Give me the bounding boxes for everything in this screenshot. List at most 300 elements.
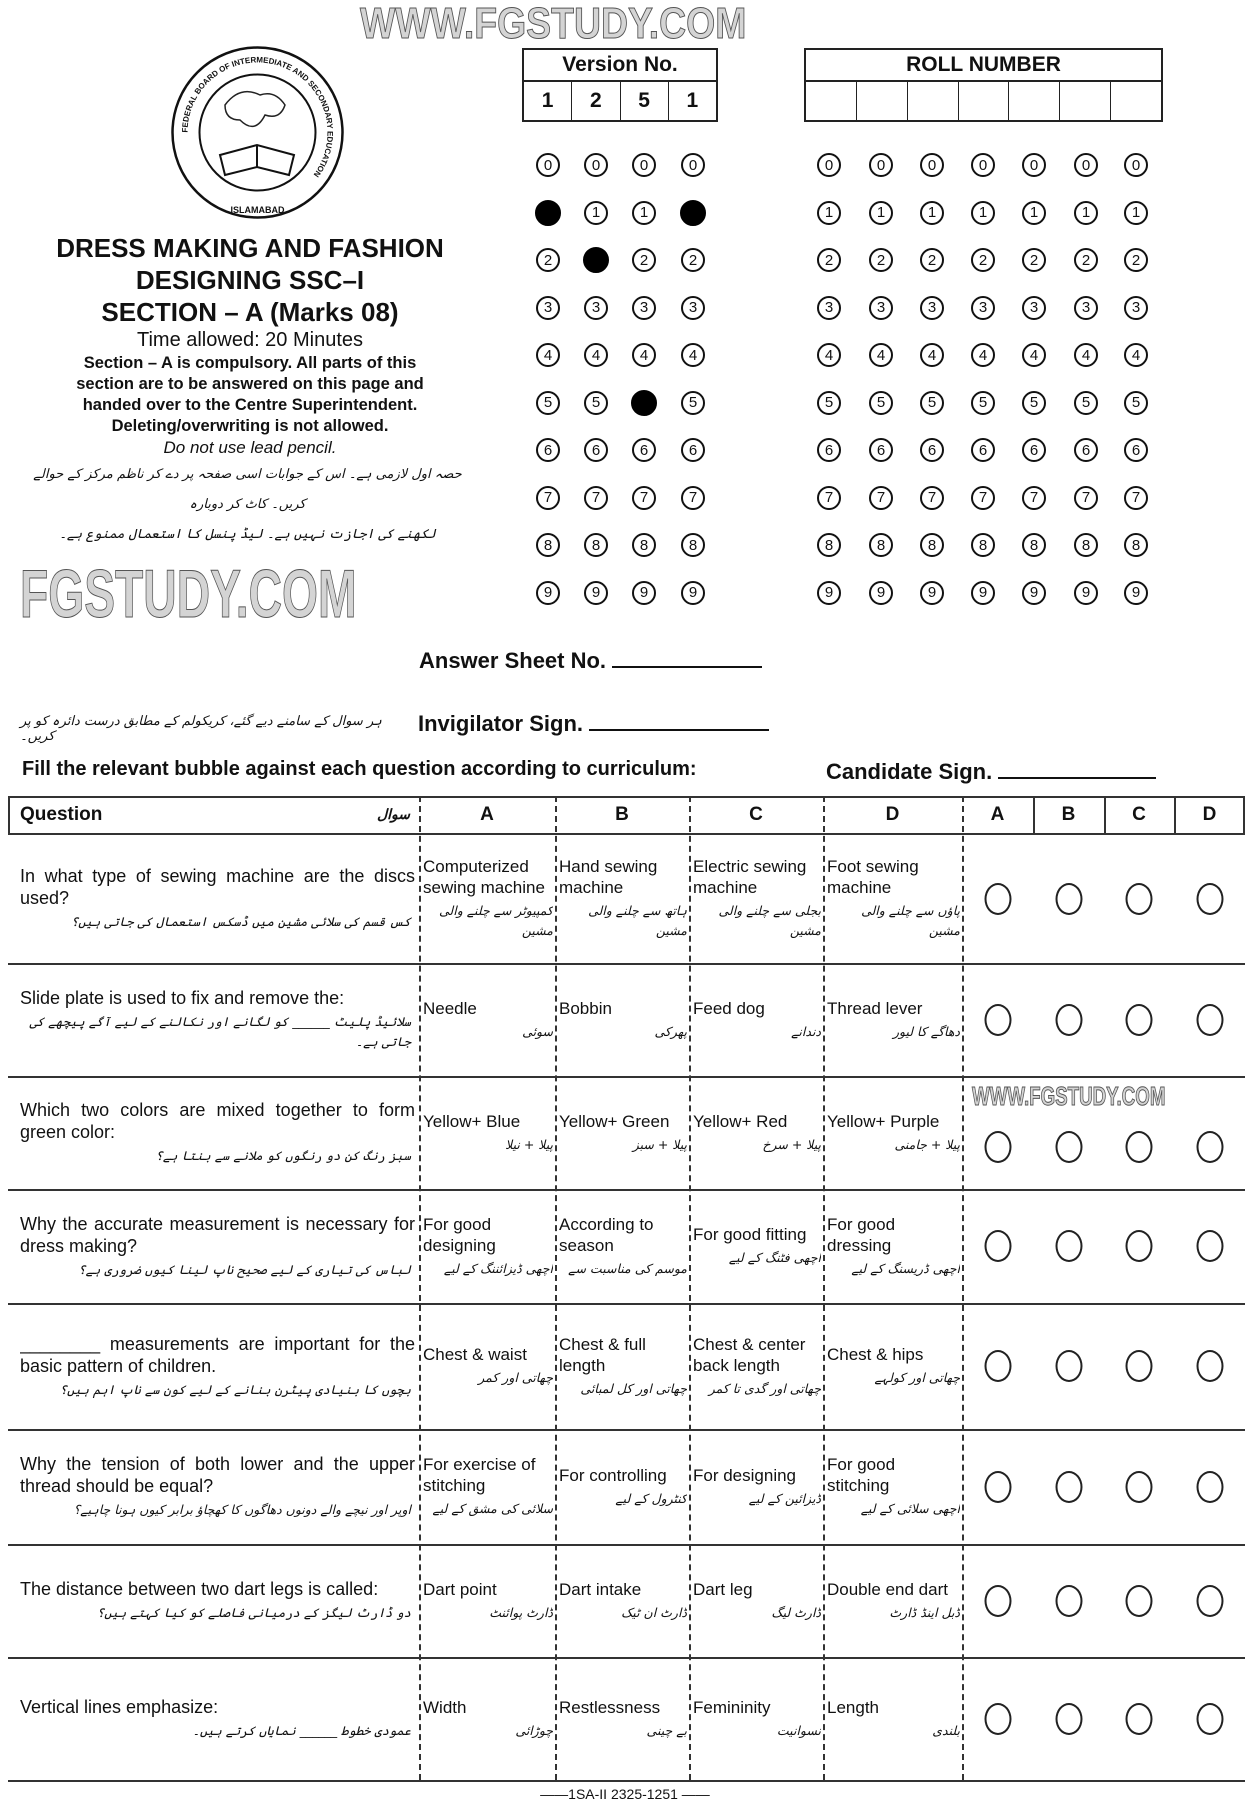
logo-ring-text: FEDERAL BOARD OF INTERMEDIATE AND SECONDARY EDUCATION bbox=[180, 55, 335, 179]
question-en: Slide plate is used to fix and remove the: bbox=[20, 988, 345, 1008]
roll-bubble[interactable]: 3 bbox=[971, 296, 995, 320]
version-bubble[interactable]: 2 bbox=[681, 248, 705, 272]
option-a bbox=[423, 1660, 553, 1777]
option-b bbox=[559, 1079, 687, 1186]
roll-bubble[interactable]: 6 bbox=[817, 438, 841, 462]
option-b bbox=[559, 1192, 687, 1300]
option-a bbox=[423, 966, 553, 1073]
title-line: DESIGNING SSC–I bbox=[135, 265, 365, 295]
question-ur: سلائیڈ پلیٹ ______ کو لگانے اور نکالنے کے لیے آگے پیچھے کی جاتی ہے۔ bbox=[29, 1014, 411, 1049]
version-bubble[interactable]: 2 bbox=[632, 248, 656, 272]
version-bubble[interactable]: 0 bbox=[681, 153, 705, 177]
version-bubble[interactable]: 9 bbox=[632, 581, 656, 605]
roll-bubble[interactable]: 1 bbox=[920, 201, 944, 225]
answer-bubble-d[interactable] bbox=[1196, 883, 1223, 915]
option-en: For exercise of stitching bbox=[423, 1455, 536, 1495]
option-en: For controlling bbox=[559, 1465, 667, 1485]
option-en: Feed dog bbox=[693, 998, 765, 1018]
option-en: Double end dart bbox=[827, 1579, 948, 1599]
question-ur: دو ڈارٹ لیگز کے درمیانی فاصلے کو کیا کہتے ہیں؟ bbox=[96, 1605, 411, 1620]
option-c bbox=[693, 1432, 821, 1541]
option-en: Thread lever bbox=[827, 998, 923, 1018]
option-d bbox=[827, 1660, 960, 1777]
roll-bubble[interactable]: 1 bbox=[1124, 201, 1148, 225]
roll-bubble[interactable]: 9 bbox=[920, 581, 944, 605]
roll-bubble[interactable]: 9 bbox=[817, 581, 841, 605]
option-ur: بلندی bbox=[932, 1722, 960, 1738]
roll-bubble[interactable]: 0 bbox=[1022, 153, 1046, 177]
answer-bubble-b[interactable] bbox=[1055, 1703, 1082, 1735]
invigilator-sign bbox=[418, 711, 769, 737]
pencil-note: Do not use lead pencil. bbox=[163, 438, 337, 457]
roll-bubble[interactable]: 5 bbox=[1022, 391, 1046, 415]
header-option-c: C bbox=[749, 804, 763, 825]
roll-bubble[interactable]: 4 bbox=[920, 343, 944, 367]
option-en: Yellow+ Purple bbox=[827, 1111, 940, 1131]
option-en: Dart leg bbox=[693, 1579, 753, 1599]
roll-bubble[interactable]: 7 bbox=[1074, 486, 1098, 510]
roll-bubble[interactable]: 8 bbox=[869, 533, 893, 557]
option-ur: بجلی سے چلنے والی مشین bbox=[718, 903, 821, 938]
roll-bubble[interactable]: 2 bbox=[817, 248, 841, 272]
roll-bubble[interactable]: 2 bbox=[920, 248, 944, 272]
version-bubble-filled[interactable] bbox=[631, 390, 657, 416]
answer-bubble-d[interactable] bbox=[1196, 1471, 1223, 1503]
roll-bubble[interactable]: 8 bbox=[1124, 533, 1148, 557]
option-ur: کنٹرول کے لیے bbox=[615, 1490, 687, 1506]
option-en: Dart intake bbox=[559, 1579, 642, 1599]
roll-digit-cell[interactable] bbox=[857, 82, 908, 120]
option-en: For good fitting bbox=[693, 1225, 807, 1244]
question-ur: بچوں کا بنیادی پیٹرن بنانے کے لیے کون سے ناپ اہم ہیں؟ bbox=[59, 1381, 411, 1397]
option-d bbox=[827, 966, 960, 1073]
answer-bubble-b[interactable] bbox=[1055, 1585, 1082, 1617]
option-c bbox=[693, 1660, 821, 1777]
urdu-instructions bbox=[20, 460, 475, 550]
version-bubble[interactable]: 4 bbox=[681, 343, 705, 367]
fbise-logo bbox=[170, 45, 345, 220]
option-en: According to season bbox=[559, 1214, 654, 1255]
answer-bubble-c[interactable] bbox=[1126, 1350, 1153, 1382]
answer-bubble-a[interactable] bbox=[984, 883, 1011, 915]
option-b bbox=[559, 837, 687, 960]
roll-bubble[interactable]: 3 bbox=[1074, 296, 1098, 320]
version-bubble[interactable]: 7 bbox=[681, 486, 705, 510]
section-title: SECTION – A (Marks 08) bbox=[101, 297, 399, 327]
option-c bbox=[693, 1079, 821, 1186]
column-divider bbox=[419, 796, 421, 1780]
version-bubble[interactable]: 6 bbox=[536, 438, 560, 462]
column-divider bbox=[962, 796, 964, 1780]
roll-bubble[interactable]: 7 bbox=[869, 486, 893, 510]
roll-bubble[interactable]: 9 bbox=[971, 581, 995, 605]
header-option-d: D bbox=[885, 804, 900, 825]
header-option-a: A bbox=[480, 804, 494, 825]
option-c bbox=[693, 837, 821, 960]
roll-bubble[interactable]: 4 bbox=[1074, 343, 1098, 367]
roll-bubble[interactable]: 6 bbox=[1074, 438, 1098, 462]
version-bubble[interactable]: 4 bbox=[632, 343, 656, 367]
question-en: ________ measurements are important for the basic pattern of children. bbox=[20, 1333, 415, 1376]
answer-bubble-a[interactable] bbox=[984, 1703, 1011, 1735]
header-option-b: B bbox=[615, 804, 629, 825]
option-ur: ہاتھ سے چلنے والی مشین bbox=[588, 903, 687, 938]
option-ur: چوڑائی bbox=[515, 1722, 553, 1738]
roll-bubble[interactable]: 1 bbox=[1022, 201, 1046, 225]
version-bubble[interactable]: 0 bbox=[584, 153, 608, 177]
option-en: Dart point bbox=[423, 1579, 497, 1599]
version-bubble[interactable]: 6 bbox=[584, 438, 608, 462]
roll-bubble[interactable]: 4 bbox=[971, 343, 995, 367]
answer-bubble-a[interactable] bbox=[984, 1230, 1011, 1262]
answer-bubble-b[interactable] bbox=[1055, 883, 1082, 915]
option-b bbox=[559, 1306, 687, 1426]
roll-bubble[interactable]: 9 bbox=[1074, 581, 1098, 605]
option-c bbox=[693, 1306, 821, 1426]
version-bubble[interactable]: 7 bbox=[632, 486, 656, 510]
roll-bubble[interactable]: 5 bbox=[869, 391, 893, 415]
roll-bubble[interactable]: 3 bbox=[869, 296, 893, 320]
roll-bubble[interactable]: 1 bbox=[817, 201, 841, 225]
question-ur: اوپر اور نیچے والے دونوں دھاگوں کا کھچاؤ برابر کیوں ہونا چاہیے؟ bbox=[73, 1502, 411, 1517]
candidate-sign bbox=[826, 759, 1156, 785]
option-ur: چھاتی اور کل لمبائی bbox=[580, 1380, 687, 1396]
answer-bubble-b[interactable] bbox=[1055, 1471, 1082, 1503]
answer-bubble-d[interactable] bbox=[1196, 1703, 1223, 1735]
option-b bbox=[559, 1660, 687, 1777]
answer-bubble-c[interactable] bbox=[1126, 1004, 1153, 1036]
title-line: DRESS MAKING AND FASHION bbox=[56, 233, 444, 263]
roll-bubble[interactable]: 7 bbox=[817, 486, 841, 510]
roll-bubble[interactable]: 0 bbox=[869, 153, 893, 177]
version-bubble-filled[interactable] bbox=[680, 200, 706, 226]
option-en: Computerized sewing machine bbox=[423, 857, 545, 897]
roll-digit-cell[interactable] bbox=[806, 82, 857, 120]
option-en: Foot sewing machine bbox=[827, 857, 919, 897]
roll-bubble[interactable]: 8 bbox=[817, 533, 841, 557]
question-text bbox=[20, 1432, 415, 1541]
roll-bubble[interactable]: 5 bbox=[920, 391, 944, 415]
roll-bubble[interactable]: 6 bbox=[920, 438, 944, 462]
version-bubble-filled[interactable] bbox=[583, 247, 609, 273]
option-c bbox=[693, 1192, 821, 1300]
version-bubble[interactable]: 3 bbox=[584, 296, 608, 320]
version-bubble[interactable]: 7 bbox=[584, 486, 608, 510]
roll-bubble[interactable]: 5 bbox=[1124, 391, 1148, 415]
fill-instruction: Fill the relevant bubble against each question according to curriculum: bbox=[22, 758, 697, 780]
roll-bubble[interactable]: 0 bbox=[817, 153, 841, 177]
answer-bubble-a[interactable] bbox=[984, 1004, 1011, 1036]
option-en: Needle bbox=[423, 998, 477, 1018]
roll-digit-cell[interactable] bbox=[1009, 82, 1060, 120]
answer-bubble-b[interactable] bbox=[1055, 1004, 1082, 1036]
option-en: Yellow+ Blue bbox=[423, 1111, 521, 1131]
roll-bubble[interactable]: 6 bbox=[971, 438, 995, 462]
version-bubble[interactable]: 9 bbox=[536, 581, 560, 605]
option-en: Width bbox=[423, 1697, 467, 1717]
answer-bubble-a[interactable] bbox=[984, 1350, 1011, 1382]
roll-bubble[interactable]: 1 bbox=[971, 201, 995, 225]
option-en: For good designing bbox=[423, 1214, 496, 1255]
row-divider bbox=[8, 1780, 1245, 1782]
version-bubble[interactable]: 4 bbox=[536, 343, 560, 367]
roll-bubble[interactable]: 1 bbox=[1074, 201, 1098, 225]
roll-bubble[interactable]: 7 bbox=[920, 486, 944, 510]
version-digit-cell: 2 bbox=[572, 82, 620, 120]
footer-code: ——1SA-II 2325-1251 —— bbox=[540, 1786, 710, 1802]
roll-bubble[interactable]: 2 bbox=[1124, 248, 1148, 272]
version-bubble[interactable]: 2 bbox=[536, 248, 560, 272]
row-divider bbox=[8, 1657, 1245, 1659]
question-ur: عمودی خطوط ______ نمایاں کرتے ہیں۔ bbox=[192, 1723, 411, 1738]
answer-bubble-c[interactable] bbox=[1126, 1131, 1153, 1163]
version-bubble[interactable]: 8 bbox=[536, 533, 560, 557]
answer-bubble-b[interactable] bbox=[1055, 1230, 1082, 1262]
version-bubble-filled[interactable] bbox=[535, 200, 561, 226]
roll-digit-cell[interactable] bbox=[1060, 82, 1111, 120]
option-en: Chest & hips bbox=[827, 1345, 924, 1364]
answer-bubble-c[interactable] bbox=[1126, 1230, 1153, 1262]
option-b bbox=[559, 1432, 687, 1541]
option-en: Yellow+ Red bbox=[693, 1111, 788, 1131]
urdu-instruction-line: حصہ اول لازمی ہے۔ اس کے جوابات اسی صفحہ پر دے کر ناظم مرکز کے حوالے کریں۔ کاٹ کر دوبارہ bbox=[33, 467, 462, 512]
roll-bubble[interactable]: 6 bbox=[1124, 438, 1148, 462]
option-a bbox=[423, 1079, 553, 1186]
roll-bubble[interactable]: 8 bbox=[1074, 533, 1098, 557]
option-ur: ڈبل اینڈ ڈارٹ bbox=[889, 1604, 960, 1620]
logo-city: ISLAMABAD bbox=[230, 205, 285, 215]
option-ur: کمپیوٹر سے چلنے والی مشین bbox=[439, 903, 553, 938]
option-ur: پھرکی bbox=[654, 1023, 687, 1039]
option-c bbox=[693, 966, 821, 1073]
option-a bbox=[423, 1547, 553, 1654]
version-bubble[interactable]: 5 bbox=[536, 391, 560, 415]
roll-bubble[interactable]: 1 bbox=[869, 201, 893, 225]
answer-bubble-d[interactable] bbox=[1196, 1004, 1223, 1036]
answer-bubble-d[interactable] bbox=[1196, 1585, 1223, 1617]
roll-bubble[interactable]: 9 bbox=[1124, 581, 1148, 605]
option-en: Hand sewing machine bbox=[559, 857, 658, 897]
option-ur: اچھی سلائی کے لیے bbox=[860, 1501, 960, 1516]
version-bubble[interactable]: 6 bbox=[681, 438, 705, 462]
column-divider bbox=[823, 796, 825, 1780]
version-bubble[interactable]: 7 bbox=[536, 486, 560, 510]
version-bubble[interactable]: 3 bbox=[681, 296, 705, 320]
roll-digit-cell[interactable] bbox=[908, 82, 959, 120]
version-bubble[interactable]: 1 bbox=[632, 201, 656, 225]
roll-bubble[interactable]: 2 bbox=[971, 248, 995, 272]
roll-bubble[interactable]: 8 bbox=[920, 533, 944, 557]
row-divider bbox=[8, 1429, 1245, 1431]
version-bubble[interactable]: 0 bbox=[632, 153, 656, 177]
roll-bubble[interactable]: 0 bbox=[1124, 153, 1148, 177]
roll-bubble[interactable]: 2 bbox=[1022, 248, 1046, 272]
header-bubble-a: A bbox=[990, 804, 1005, 825]
roll-bubble[interactable]: 0 bbox=[1074, 153, 1098, 177]
answer-bubble-b[interactable] bbox=[1055, 1131, 1082, 1163]
version-label: Version No. bbox=[524, 50, 716, 82]
version-bubble[interactable]: 1 bbox=[584, 201, 608, 225]
roll-bubble[interactable]: 4 bbox=[869, 343, 893, 367]
roll-bubble[interactable]: 8 bbox=[971, 533, 995, 557]
version-bubble[interactable]: 9 bbox=[584, 581, 608, 605]
row-divider bbox=[8, 1189, 1245, 1191]
roll-bubble[interactable]: 4 bbox=[817, 343, 841, 367]
roll-bubble[interactable]: 6 bbox=[1022, 438, 1046, 462]
answer-bubble-d[interactable] bbox=[1196, 1350, 1223, 1382]
answer-sheet-no bbox=[419, 648, 762, 674]
option-en: Chest & waist bbox=[423, 1345, 527, 1364]
instruction-line: handed over to the Centre Superintendent. bbox=[82, 396, 418, 414]
answer-bubble-b[interactable] bbox=[1055, 1350, 1082, 1382]
roll-bubble[interactable]: 8 bbox=[1022, 533, 1046, 557]
option-ur: سلائی کی مشق کے لیے bbox=[432, 1501, 553, 1516]
option-ur: اچھی فٹنگ کے لیے bbox=[728, 1250, 821, 1265]
question-text bbox=[20, 1306, 415, 1426]
version-bubble[interactable]: 8 bbox=[632, 533, 656, 557]
roll-bubble[interactable]: 9 bbox=[869, 581, 893, 605]
answer-bubble-a[interactable] bbox=[984, 1471, 1011, 1503]
invigilator-sign-field[interactable] bbox=[589, 729, 769, 731]
option-ur: بے چینی bbox=[646, 1722, 687, 1738]
option-ur: دھاگے کا لیور bbox=[892, 1023, 960, 1039]
option-en: For good stitching bbox=[827, 1455, 896, 1495]
option-ur: اچھی ڈیزائننگ کے لیے bbox=[443, 1260, 553, 1276]
answer-sheet-label: Answer Sheet No. bbox=[419, 648, 607, 673]
option-ur: پیلا + نیلا bbox=[505, 1136, 553, 1152]
roll-bubble[interactable]: 5 bbox=[971, 391, 995, 415]
header-bubble-c: C bbox=[1132, 804, 1146, 825]
exam-title bbox=[20, 232, 480, 328]
version-bubble[interactable]: 5 bbox=[584, 391, 608, 415]
version-digit-cell: 1 bbox=[524, 82, 572, 120]
roll-bubble[interactable]: 5 bbox=[817, 391, 841, 415]
header-question-label: Question bbox=[20, 804, 103, 825]
row-divider bbox=[8, 1076, 1245, 1078]
option-en: Restlessness bbox=[559, 1697, 661, 1717]
option-en: Chest & full length bbox=[559, 1334, 646, 1375]
roll-bubble[interactable]: 2 bbox=[1074, 248, 1098, 272]
version-bubble[interactable]: 6 bbox=[632, 438, 656, 462]
instruction-line: section are to be answered on this page and bbox=[76, 375, 424, 393]
roll-bubble[interactable]: 4 bbox=[1124, 343, 1148, 367]
roll-bubble[interactable]: 7 bbox=[971, 486, 995, 510]
option-en: For designing bbox=[693, 1465, 797, 1485]
header-question-urdu: سوال bbox=[376, 807, 410, 823]
roll-bubble[interactable]: 0 bbox=[971, 153, 995, 177]
roll-bubble[interactable]: 3 bbox=[1124, 296, 1148, 320]
table-left-border bbox=[8, 796, 10, 834]
answer-bubble-c[interactable] bbox=[1126, 1585, 1153, 1617]
header-bubble-b: B bbox=[1061, 804, 1076, 825]
answer-bubble-a[interactable] bbox=[984, 1131, 1011, 1163]
version-bubble[interactable]: 9 bbox=[681, 581, 705, 605]
answer-bubble-c[interactable] bbox=[1126, 1703, 1153, 1735]
version-digit-cell: 1 bbox=[686, 89, 699, 112]
question-text bbox=[20, 837, 415, 960]
version-bubble[interactable]: 3 bbox=[536, 296, 560, 320]
roll-bubble[interactable]: 5 bbox=[1074, 391, 1098, 415]
roll-number-box bbox=[804, 48, 1163, 122]
answer-bubble-c[interactable] bbox=[1126, 883, 1153, 915]
candidate-sign-field[interactable] bbox=[998, 777, 1156, 779]
version-bubble[interactable]: 5 bbox=[681, 391, 705, 415]
option-en: Length bbox=[827, 1697, 879, 1717]
roll-bubble[interactable]: 9 bbox=[1022, 581, 1046, 605]
question-text bbox=[20, 1192, 415, 1300]
roll-digit-cell[interactable] bbox=[959, 82, 1010, 120]
roll-bubble[interactable]: 3 bbox=[817, 296, 841, 320]
answer-bubble-c[interactable] bbox=[1126, 1471, 1153, 1503]
option-b bbox=[559, 1547, 687, 1654]
answer-bubble-d[interactable] bbox=[1196, 1131, 1223, 1163]
roll-bubble[interactable]: 6 bbox=[869, 438, 893, 462]
option-a bbox=[423, 1306, 553, 1426]
option-d bbox=[827, 1192, 960, 1300]
roll-bubble[interactable]: 7 bbox=[1022, 486, 1046, 510]
roll-bubble[interactable]: 7 bbox=[1124, 486, 1148, 510]
watermark-top: WWW.FGSTUDY.COM bbox=[360, 0, 747, 48]
option-en: Chest & center back length bbox=[693, 1334, 806, 1375]
version-bubble[interactable]: 3 bbox=[632, 296, 656, 320]
row-divider bbox=[8, 1544, 1245, 1546]
row-divider bbox=[8, 1303, 1245, 1305]
question-ur: کس قسم کی سلائی مشین میں ڈسکس استعمال کی جاتی ہیں؟ bbox=[70, 914, 411, 929]
option-ur: سوئی bbox=[522, 1023, 553, 1039]
version-bubble[interactable]: 8 bbox=[681, 533, 705, 557]
column-divider bbox=[555, 796, 557, 1780]
option-b bbox=[559, 966, 687, 1073]
question-en: Why the tension of both lower and the upper thread should be equal? bbox=[20, 1454, 415, 1496]
question-en: Why the accurate measurement is necessary for dress making? bbox=[20, 1213, 415, 1256]
option-ur: ڈیزائین کے لیے bbox=[748, 1490, 821, 1506]
invigilator-label: Invigilator Sign. bbox=[418, 711, 584, 736]
option-ur: پاؤں سے چلنے والی مشین bbox=[861, 903, 960, 938]
option-ur: چھاتی اور گدی تا کمر bbox=[708, 1380, 821, 1396]
option-ur: ڈارٹ ان ٹیک bbox=[621, 1604, 687, 1620]
time-allowed: Time allowed: 20 Minutes bbox=[136, 329, 364, 351]
version-bubble[interactable]: 8 bbox=[584, 533, 608, 557]
question-en: Vertical lines emphasize: bbox=[20, 1697, 219, 1717]
roll-bubble[interactable]: 4 bbox=[1022, 343, 1046, 367]
option-ur: چھاتی اور کولہے bbox=[874, 1370, 960, 1385]
option-d bbox=[827, 1547, 960, 1654]
option-ur: ڈارٹ پوائنٹ bbox=[489, 1604, 553, 1620]
option-en: Femininity bbox=[693, 1697, 771, 1717]
option-d bbox=[827, 1432, 960, 1541]
question-ur: سبز رنگ کن دو رنگوں کو ملانے سے بنتا ہے؟ bbox=[155, 1148, 411, 1163]
roll-digit-cell[interactable] bbox=[1111, 82, 1161, 120]
row-divider bbox=[8, 963, 1245, 965]
roll-bubble[interactable]: 2 bbox=[869, 248, 893, 272]
question-ur: لباس کی تیاری کے لیے صحیح ناپ لینا کیوں ضروری ہے؟ bbox=[78, 1261, 411, 1277]
roll-bubble[interactable]: 0 bbox=[920, 153, 944, 177]
answer-bubble-a[interactable] bbox=[984, 1585, 1011, 1617]
roll-bubble[interactable]: 3 bbox=[1022, 296, 1046, 320]
question-text bbox=[20, 966, 415, 1073]
option-ur: پیلا + سرخ bbox=[762, 1136, 821, 1152]
option-ur: پیلا + جامنی bbox=[894, 1136, 960, 1152]
version-bubble[interactable]: 4 bbox=[584, 343, 608, 367]
roll-bubble[interactable]: 3 bbox=[920, 296, 944, 320]
version-bubble[interactable]: 0 bbox=[536, 153, 560, 177]
question-en: The distance between two dart legs is called: bbox=[20, 1579, 379, 1599]
header-question bbox=[20, 796, 410, 834]
answer-sheet-field[interactable] bbox=[612, 666, 762, 668]
instructions bbox=[20, 353, 480, 437]
urdu-instruction-line: لکھنے کی اجازت نہیں ہے۔ لیڈ پنسل کا استعمال ممنوع ہے۔ bbox=[59, 527, 436, 542]
answer-bubble-d[interactable] bbox=[1196, 1230, 1223, 1262]
